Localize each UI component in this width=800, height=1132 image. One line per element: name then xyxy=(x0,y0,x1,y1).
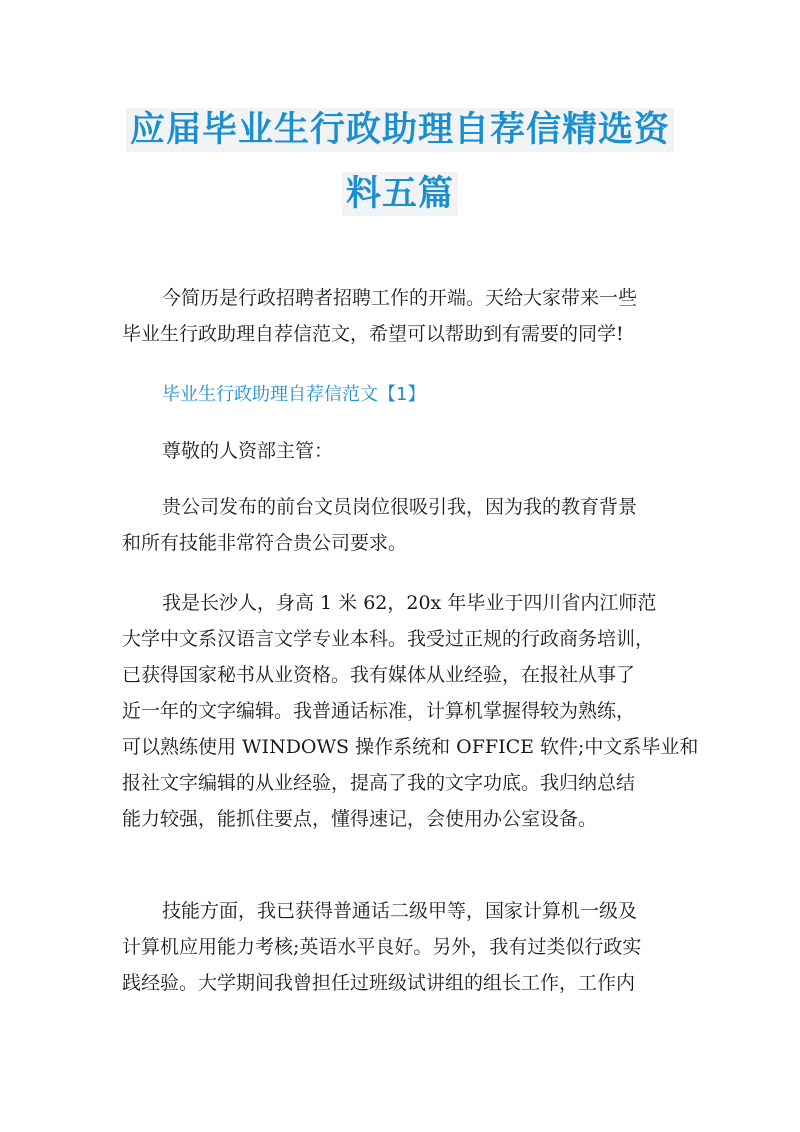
intro-paragraph: 今简历是行政招聘者招聘工作的开端。天给大家带来一些 毕业生行政助理自荐信范文，希望可以帮助到有需要的同学! xyxy=(122,287,638,345)
paragraph-1: 贵公司发布的前台文员岗位很吸引我，因为我的教育背景 和所有技能非常符合贵公司要求。 xyxy=(122,496,638,554)
paragraph-2: 我是长沙人，身高 1 米 62，20x 年毕业于四川省内江师范 大学中文系汉语言文学专业本科。我受过正规的行政商务培训， 已获得国家秘书从业资格。我有媒体从业经验，在报社从事了 近一年的文字编辑。我普通话标准，计算机掌握得较为熟练， 可以熟练使用 WINDOWS 操作系统和 OFFICE 软件;中文系毕业和 报社文字编辑的从业经验，提高了我的文字功底。我归纳总结 能力较强，能抓住要点，懂得速记，会使用办公室设备。 xyxy=(122,592,699,830)
section-heading: 毕业生行政助理自荐信范文【1】 xyxy=(162,384,426,405)
document-title-line-2: 料五篇 xyxy=(0,170,800,218)
salutation: 尊敬的人资部主管： xyxy=(162,440,334,462)
paragraph-3: 技能方面，我已获得普通话二级甲等，国家计算机一级及 计算机应用能力考核;英语水平良好。另外，我有过类似行政实 践经验。大学期间我曾担任过班级试讲组的组长工作，工作内 xyxy=(122,900,642,994)
document-title-line-1: 应届毕业生行政助理自荐信精选资 xyxy=(0,106,800,154)
